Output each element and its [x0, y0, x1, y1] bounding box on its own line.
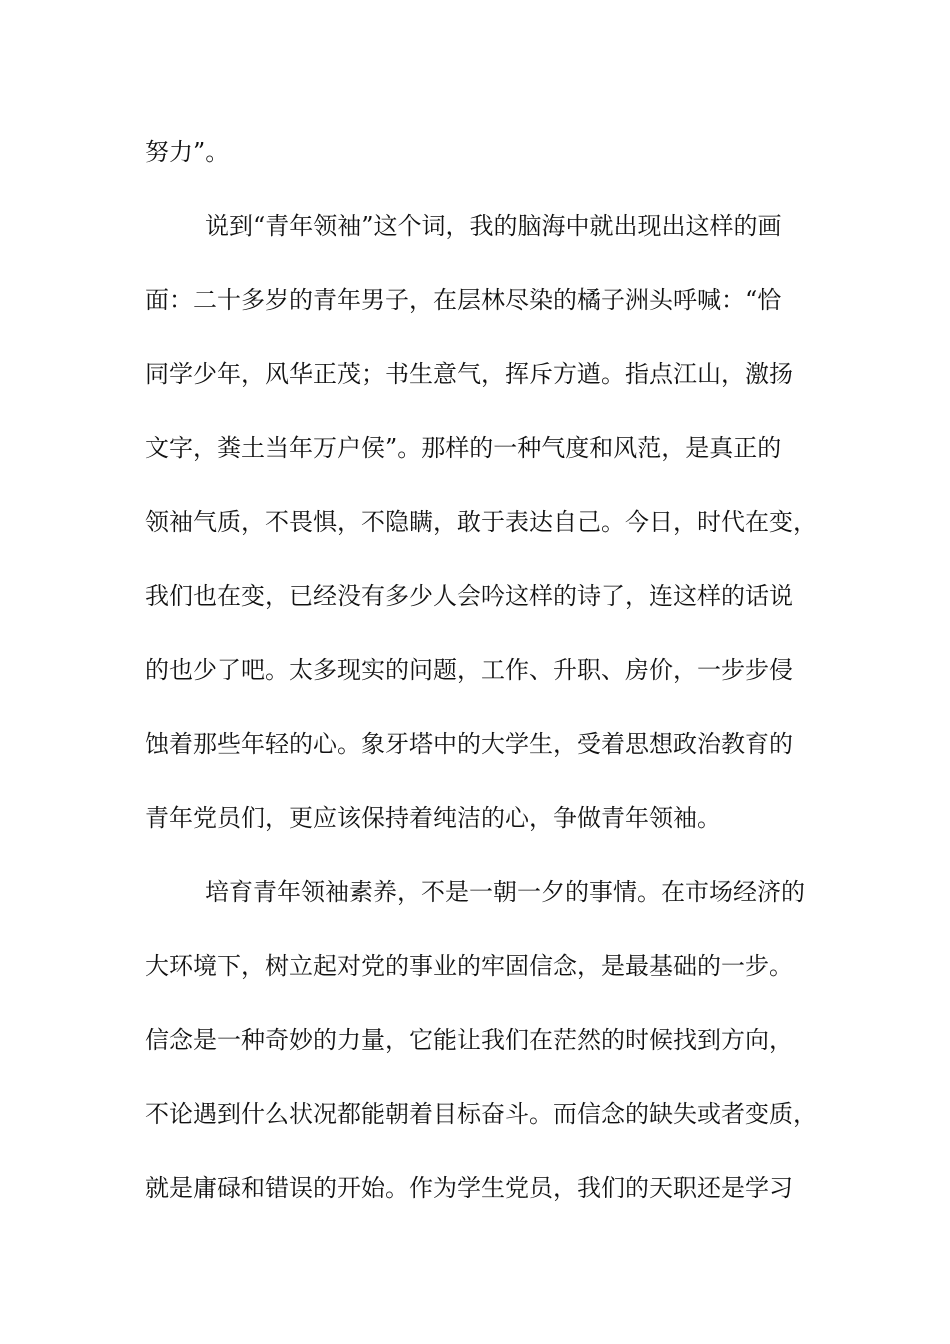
paragraph-start-line-2: 说到“青年领袖”这个词，我的脑海中就出现出这样的画 — [205, 212, 782, 240]
text-line-10: 青年党员们，更应该保持着纯洁的心，争做青年领袖。 — [145, 804, 721, 832]
text-line-12: 大环境下，树立起对党的事业的牢固信念，是最基础的一步。 — [145, 952, 793, 980]
paragraph-start-line-11: 培育青年领袖素养，不是一朝一夕的事情。在市场经济的 — [205, 878, 805, 906]
text-line-4: 同学少年，风华正茂；书生意气，挥斥方遒。指点江山，激扬 — [145, 360, 793, 388]
text-line-6: 领袖气质，不畏惧，不隐瞒，敢于表达自己。今日，时代在变， — [145, 508, 817, 536]
text-line-7: 我们也在变，已经没有多少人会吟这样的诗了，连这样的话说 — [145, 582, 793, 610]
text-line-15: 就是庸碌和错误的开始。作为学生党员，我们的天职还是学习 — [145, 1174, 793, 1202]
text-line-1: 努力”。 — [145, 138, 230, 166]
text-line-5: 文字，粪土当年万户侯”。那样的一种气度和风范，是真正的 — [145, 434, 782, 462]
text-line-9: 蚀着那些年轻的心。象牙塔中的大学生，受着思想政治教育的 — [145, 730, 793, 758]
text-line-8: 的也少了吧。太多现实的问题，工作、升职、房价，一步步侵 — [145, 656, 793, 684]
text-line-13: 信念是一种奇妙的力量，它能让我们在茫然的时候找到方向， — [145, 1026, 793, 1054]
text-line-14: 不论遇到什么状况都能朝着目标奋斗。而信念的缺失或者变质， — [145, 1100, 817, 1128]
text-line-3: 面：二十多岁的青年男子，在层林尽染的橘子洲头呼喊：“恰 — [145, 286, 782, 314]
